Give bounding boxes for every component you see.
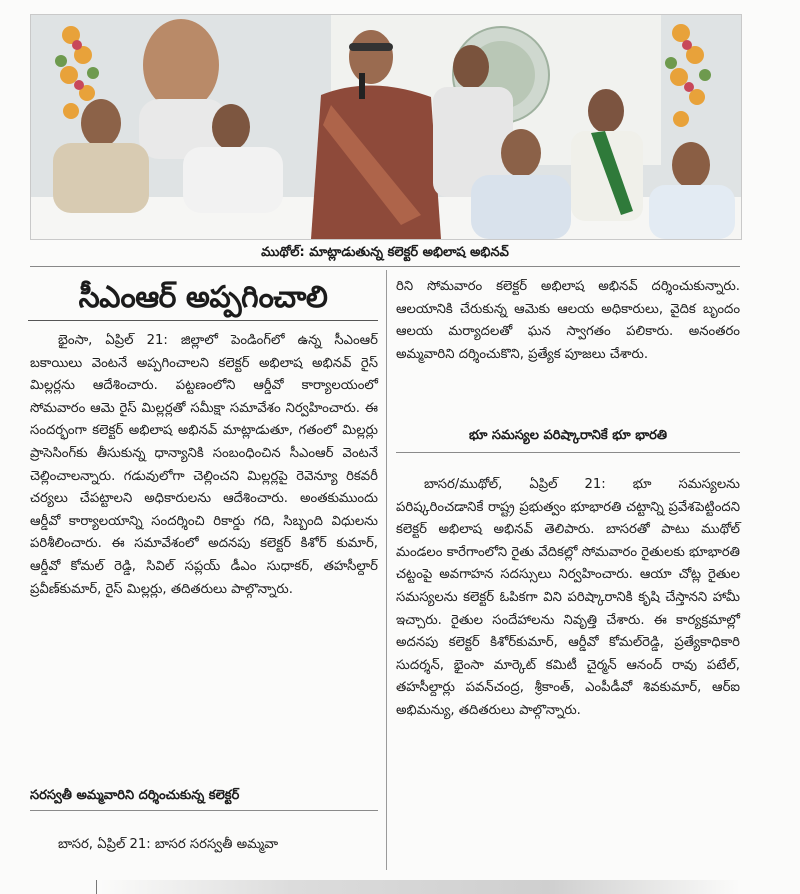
section-rule — [396, 452, 740, 453]
land-body: బాసర/ముథోల్, ఏప్రిల్ 21: భూ సమస్యలను పరిష్కరించడానికే రాష్ట్ర ప్రభుత్వం భూభారతి చట్టాన్ని ప్రవేశపెట్టిందని కలెక్టర్ అభిలాష అభినవ్ తెలిపారు. బాసరతో పాటు ముథోల్ మండలం కారేగాంలోని రైతు వేదికల్లో సోమవారం రైతులకు భూభారతి చట్టంపై అవగాహన సదస్సులు నిర్వహించారు. ఆయా చోట్ల రైతుల సమస్యలను కలెక్టర్ ఓపికగా విని పరిష్కారానికి కృషి చేస్తానని హామీ ఇచ్చారు. రైతుల సందేహాలను నివృత్తి చేశారు. ఈ కార్యక్రమాల్లో అదనపు కలెక్టర్ కిశోర్‌కుమార్, ఆర్డీవో కోమల్‌రెడ్డి, ప్రత్యేకాధికారి సుదర్శన్, భైంసా మార్కెట్ కమిటీ చైర్మన్ ఆనంద్ రావు పటేల్, తహసీల్దార్లు పవన్‌చంద్ర, శ్రీకాంత్, ఎంపీడీవో శివకుమార్, ఆర్ఐ అభిమన్యు, తదితరులు పాల్గొన్నారు. — [396, 477, 740, 718]
section-rule — [30, 810, 378, 811]
news-photo — [30, 14, 742, 240]
article-main-body: భైంసా, ఏప్రిల్ 21: జిల్లాలో పెండింగ్‌లో ఉన్న సీఎంఆర్ బకాయిలు వెంటనే అప్పగించాలని కలెక్టర్ అభిలాష అభినవ్ రైస్ మిల్లర్లను ఆదేశించారు. పట్టణంలోని ఆర్డీవో కార్యాలయంలో సోమవారం ఆమె రైస్ మిల్లర్లతో సమీక్షా సమావేశం నిర్వహించారు. ఈ సందర్భంగా కలెక్టర్ అభిలాష అభినవ్ మాట్లాడుతూ, గతంలో మిల్లర్లు ప్రాసెసింగ్‌కు తీసుకున్న ధాన్యానికి సంబంధించిన సీఎంఆర్ వెంటనే చెల్లించాలన్నారు. గడువులోగా చెల్లించని మిల్లర్లపై రెవెన్యూ రికవరీ చర్యలు చేపట్టాలని అధికారులను ఆదేశించారు. అంతకుముందు ఆర్డీవో కార్యాలయాన్ని సందర్శించి రికార్డు గది, సిబ్బంది విధులను పరిశీలించారు. ఈ సమావేశంలో అదనపు కలెక్టర్ కిశోర్ కుమార్, ఆర్డీవో కోమల్ రెడ్డి, సివిల్ సప్లయ్ డీఎం సుధాకర్, తహసీల్దార్ ప్రవీణ్‌కుమార్, రైస్ మిల్లర్లు, తదితరులు పాల్గొన్నారు. — [30, 333, 378, 597]
headline: సీఎంఆర్ అప్పగించాలి — [28, 276, 378, 321]
land-subheading: భూ సమస్యల పరిష్కారానికే భూ భారతి — [468, 428, 668, 443]
photo-illustration — [31, 15, 741, 239]
footer-mark — [96, 880, 97, 894]
next-article-strip — [100, 880, 740, 894]
temple-subheading: సరస్వతీ అమ్మవారిని దర్శించుకున్న కలెక్టర్ — [30, 788, 240, 803]
column-divider — [386, 270, 387, 870]
temple-body-continued: రిని సోమవారం కలెక్టర్ అభిలాష అభినవ్ దర్శించుకున్నారు. ఆలయానికి చేరుకున్న ఆమెకు ఆలయ అధికారులు, వైదిక బృందం ఆలయ మర్యాదలతో ఘన స్వాగతం పలికారు. అనంతరం అమ్మవారిని దర్శించుకొని, ప్రత్యేక పూజలు చేశారు. — [396, 279, 740, 362]
photo-caption: ముథోల్: మాట్లాడుతున్న కలెక్టర్ అభిలాష అభినవ్ — [30, 240, 740, 267]
temple-body-start: బాసర, ఏప్రిల్ 21: బాసర సరస్వతీ అమ్మవా — [58, 837, 279, 852]
